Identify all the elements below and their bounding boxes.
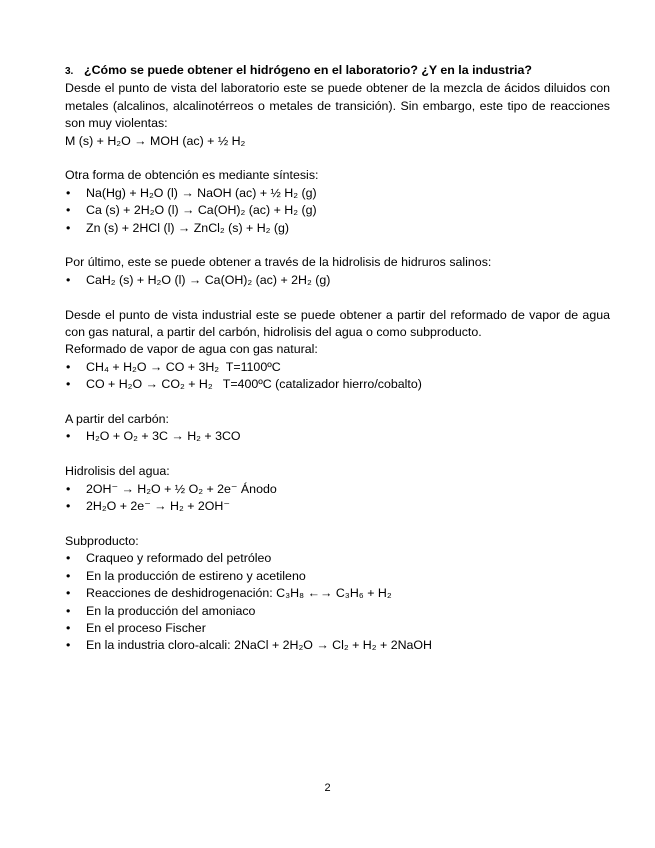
section-number: 3.	[65, 66, 74, 77]
byproduct-item: • Reacciones de deshidrogenación: C₃H₈ ←→ C₃H₆ + H₂	[65, 585, 610, 602]
document-body	[65, 62, 610, 655]
synthesis-reaction: • Zn (s) + 2HCl (l) → ZnCl₂ (s) + H₂ (g)	[65, 220, 610, 237]
byproduct-item: • En el proceso Fischer	[65, 620, 610, 637]
byproduct-list	[65, 550, 610, 654]
industry-intro: Desde el punto de vista industrial este se puede obtener a partir del reformado de vapor de agua con gas natural, a partir del carbón, hidrolisis del agua o como subproducto.	[65, 307, 610, 340]
reforming-reaction: • CH₄ + H₂O → CO + 3H₂ T=1100ºC	[65, 359, 610, 376]
byproduct-item: • En la industria cloro-alcali: 2NaCl + 2H₂O → Cl₂ + H₂ + 2NaOH	[65, 637, 610, 654]
synthesis-reaction: • Na(Hg) + H₂O (l) → NaOH (ac) + ½ H₂ (g)	[65, 185, 610, 202]
hydrolysis-reaction: • 2H₂O + 2e⁻ → H₂ + 2OH⁻	[65, 498, 610, 515]
byproduct-title: Subproducto:	[65, 533, 139, 548]
byproduct-item: • En la producción del amoniaco	[65, 603, 610, 620]
reforming-title: Reformado de vapor de agua con gas natural:	[65, 342, 318, 357]
lab-intro: Desde el punto de vista del laboratorio este se puede obtener de la mezcla de ácidos diluidos con metales (alcalinos, alcalinotérreos o metales de transición). Sin embargo, este tipo de reacciones son muy violentas:	[65, 81, 610, 131]
coal-list	[65, 428, 610, 445]
synthesis-reaction: • Ca (s) + 2H₂O (l) → Ca(OH)₂ (ac) + H₂ (g)	[65, 202, 610, 219]
byproduct-item: • En la producción de estireno y acetileno	[65, 568, 610, 585]
reforming-reaction: • CO + H₂O → CO₂ + H₂ T=400ºC (catalizador hierro/cobalto)	[65, 376, 610, 393]
hydrolysis-title: Hidrolisis del agua:	[65, 464, 170, 479]
hydride-reaction: • CaH₂ (s) + H₂O (l) → Ca(OH)₂ (ac) + 2H₂ (g)	[65, 272, 610, 289]
reforming-list	[65, 359, 610, 394]
section-question: ¿Cómo se puede obtener el hidrógeno en el laboratorio? ¿Y en la industria?	[84, 63, 532, 77]
hydrolysis-list	[65, 481, 610, 516]
byproduct-item: • Craqueo y reformado del petróleo	[65, 550, 610, 567]
section-heading	[65, 62, 610, 80]
synthesis-intro: Otra forma de obtención es mediante síntesis:	[65, 168, 319, 183]
coal-reaction: • H₂O + O₂ + 3C → H₂ + 3CO	[65, 428, 610, 445]
hydrolysis-reaction: • 2OH⁻ → H₂O + ½ O₂ + 2e⁻ Ánodo	[65, 481, 610, 498]
lab-general-reaction: M (s) + H₂O → MOH (ac) + ½ H₂	[65, 133, 246, 148]
synthesis-list	[65, 185, 610, 237]
coal-title: A partir del carbón:	[65, 412, 170, 427]
hydride-list	[65, 272, 610, 289]
page-number: 2	[324, 782, 331, 794]
hydride-intro: Por último, este se puede obtener a través de la hidrolisis de hidruros salinos:	[65, 255, 492, 270]
